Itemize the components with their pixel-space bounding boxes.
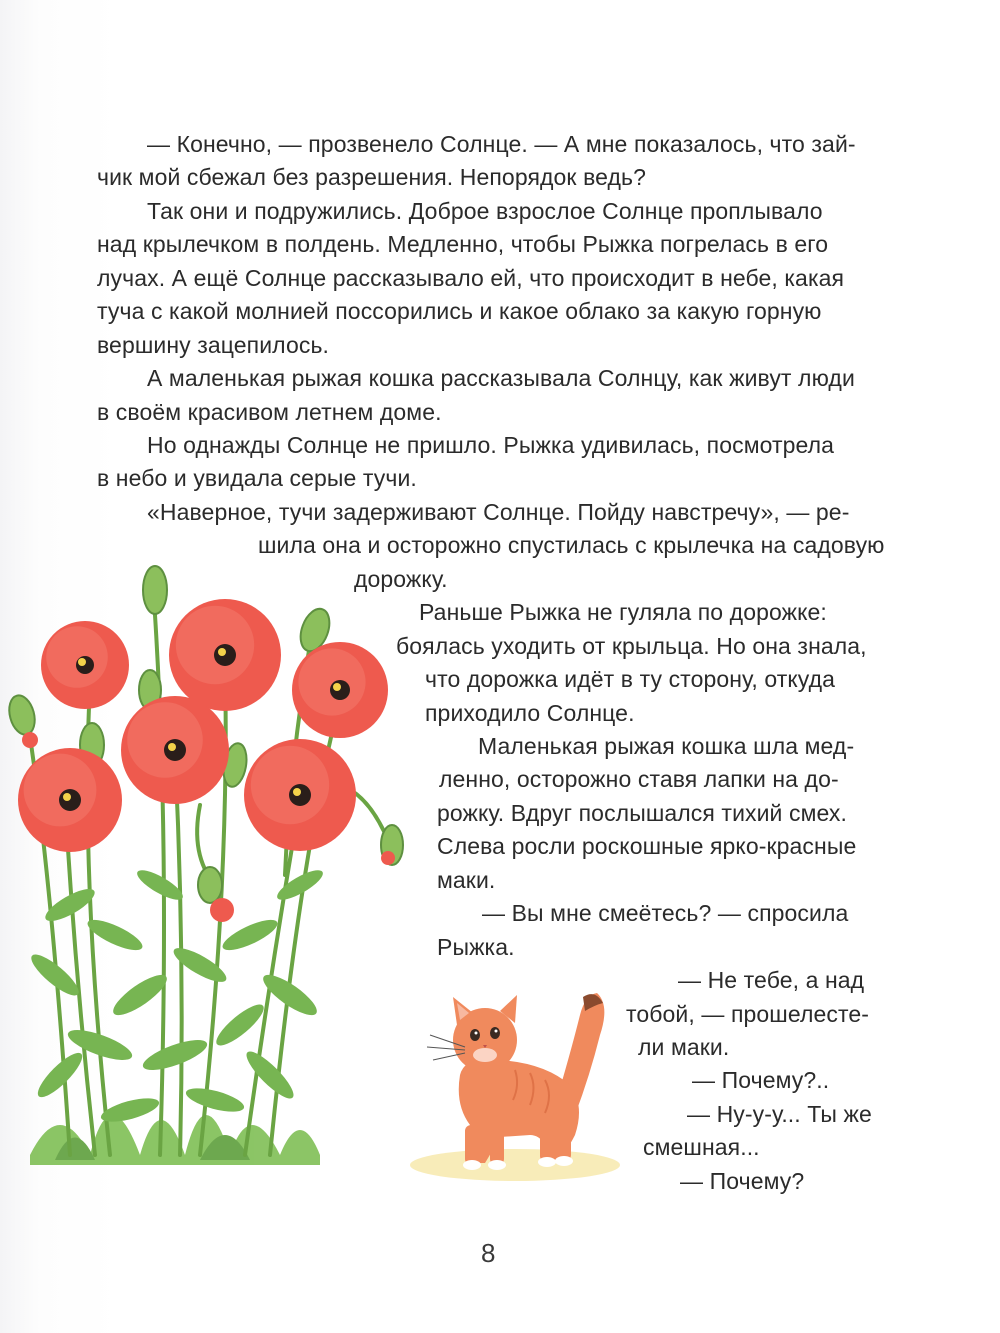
text-line: — Почему?.. bbox=[692, 1067, 830, 1093]
page-number: 8 bbox=[481, 1238, 496, 1268]
poppies-illustration bbox=[0, 555, 420, 1190]
text-line: — Ну-у-у... Ты же bbox=[687, 1101, 872, 1127]
text-line: рожку. Вдруг послышался тихий смех. bbox=[437, 800, 847, 826]
text-line: ли маки. bbox=[638, 1034, 730, 1060]
text-line: лучах. А ещё Солнце рассказывало ей, что происходит в небе, какая bbox=[97, 265, 845, 291]
text-line: шила она и осторожно спустилась с крылечка на садовую bbox=[258, 532, 885, 558]
text-line: ленно, осторожно ставя лапки на до- bbox=[439, 766, 839, 792]
text-line: смешная... bbox=[643, 1134, 760, 1160]
text-line: Рыжка. bbox=[437, 934, 515, 960]
text-line: чик мой сбежал без разрешения. Непорядок ведь? bbox=[97, 164, 647, 190]
text-line: — Вы мне смеётесь? — спросила bbox=[482, 900, 849, 926]
text-line: А маленькая рыжая кошка рассказывала Солнцу, как живут люди bbox=[147, 365, 855, 391]
text-line: в небо и увидала серые тучи. bbox=[97, 465, 417, 491]
text-line: боялась уходить от крыльца. Но она знала, bbox=[396, 633, 867, 659]
kitten-illustration bbox=[405, 975, 645, 1190]
text-line: Маленькая рыжая кошка шла мед- bbox=[478, 733, 855, 759]
text-line: маки. bbox=[437, 867, 496, 893]
text-line: вершину зацепилось. bbox=[97, 332, 330, 358]
text-line: в своём красивом летнем доме. bbox=[97, 399, 442, 425]
text-line: что дорожка идёт в ту сторону, откуда bbox=[425, 666, 836, 692]
text-line: над крылечком в полдень. Медленно, чтобы Рыжка погрелась в его bbox=[97, 231, 829, 257]
text-line: Так они и подружились. Доброе взрослое Солнце проплывало bbox=[147, 198, 823, 224]
text-line: Слева росли роскошные ярко-красные bbox=[437, 833, 857, 859]
grass-base bbox=[30, 1115, 320, 1165]
text-line: — Конечно, — прозвенело Солнце. — А мне показалось, что зай- bbox=[147, 131, 856, 157]
text-line: Раньше Рыжка не гуляла по дорожке: bbox=[419, 599, 827, 625]
text-line: дорожку. bbox=[354, 566, 448, 592]
ground-patch bbox=[410, 1149, 620, 1181]
text-line: туча с какой молнией поссорились и какое облако за какую горную bbox=[97, 298, 822, 324]
text-line: — Почему? bbox=[680, 1168, 805, 1194]
text-line: тобой, — прошелесте- bbox=[626, 1001, 870, 1027]
kitten-head bbox=[427, 995, 517, 1072]
text-line: «Наверное, тучи задерживают Солнце. Пойду навстречу», — ре- bbox=[147, 499, 850, 525]
text-line: — Не тебе, а над bbox=[678, 967, 865, 993]
text-line: приходило Солнце. bbox=[425, 700, 635, 726]
text-line: Но однажды Солнце не пришло. Рыжка удивилась, посмотрела bbox=[147, 432, 835, 458]
